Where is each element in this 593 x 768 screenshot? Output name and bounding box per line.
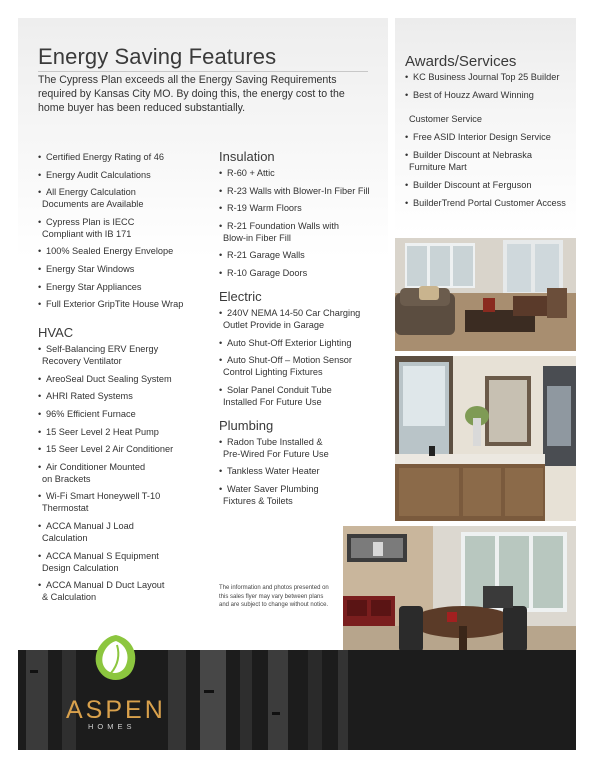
list-item-text: Self-Balancing ERV Energy (46, 344, 159, 355)
bullet-icon: • (38, 299, 42, 310)
bullet-icon: • (405, 72, 409, 82)
list-item (405, 197, 575, 209)
list-item (219, 354, 387, 378)
list-item (38, 426, 216, 438)
bullet-icon: • (38, 580, 42, 591)
list-item (38, 373, 216, 385)
bullet-icon: • (219, 355, 223, 366)
list-item-text: All Energy Calculation (46, 187, 136, 198)
list-item-text: Blow-in Fiber Fill (223, 232, 291, 243)
list-item (219, 202, 387, 214)
bullet-icon: • (219, 384, 223, 395)
bullet-icon: • (405, 198, 409, 208)
list-item-text: Pre-Wired For Future Use (223, 448, 329, 459)
bullet-icon: • (38, 550, 42, 561)
list-item-text: Free ASID Interior Design Service (413, 132, 551, 142)
list-item-text: Fixtures & Toilets (223, 495, 293, 506)
electric-heading: Electric (219, 288, 262, 304)
list-item-text: ACCA Manual D Duct Layout (46, 580, 165, 591)
list-item-text: Builder Discount at Nebraska (413, 150, 532, 160)
list-item (38, 520, 216, 544)
list-item (38, 281, 216, 293)
list-item (219, 465, 387, 477)
list-item (219, 337, 387, 349)
bullet-icon: • (219, 250, 223, 261)
list-item (38, 216, 216, 240)
list-item-text: Builder Discount at Ferguson (413, 180, 532, 190)
list-item-text: ACCA Manual J Load (46, 520, 134, 531)
dining-room-photo (343, 526, 576, 659)
list-item-text: Energy Star Appliances (46, 281, 142, 292)
list-item-text: Auto Shut-Off – Motion Sensor (227, 355, 352, 366)
list-item-text: Customer Service (409, 114, 483, 124)
list-item (219, 185, 387, 197)
list-item-text: Recovery Ventilator (42, 356, 122, 367)
bullet-icon: • (38, 263, 42, 274)
bullet-icon: • (219, 203, 223, 214)
list-item (219, 436, 387, 460)
list-item-text: ACCA Manual S Equipment (46, 550, 159, 561)
bullet-icon: • (219, 220, 223, 231)
bullet-icon: • (38, 187, 42, 198)
list-item-text: BuilderTrend Portal Customer Access (413, 198, 566, 208)
hvac-heading: HVAC (38, 325, 74, 341)
energy-features-list (38, 151, 216, 310)
list-item (219, 384, 387, 408)
awards-list (405, 71, 575, 209)
list-item (405, 179, 575, 191)
list-item-text: 96% Efficient Furnace (46, 408, 136, 419)
list-item (38, 169, 216, 181)
page-title: Energy Saving Features (38, 44, 277, 69)
list-item-text: Tankless Water Heater (227, 466, 320, 477)
bullet-icon: • (38, 152, 42, 162)
intro-paragraph: The Cypress Plan exceeds all the Energy Saving Requirements required by Kansas City MO. By doing this, the energy cost to the home buyer has been reduced substantially. (38, 74, 345, 114)
list-item-text: Installed For Future Use (223, 396, 322, 407)
list-item-text: Documents are Available (42, 199, 144, 210)
bullet-icon: • (219, 168, 223, 178)
bullet-icon: • (219, 185, 223, 196)
list-item (405, 89, 575, 125)
insulation-heading: Insulation (219, 149, 275, 164)
bullet-icon: • (405, 180, 409, 190)
bullet-icon: • (38, 444, 42, 455)
list-item (38, 390, 216, 402)
aspen-leaf-icon (93, 633, 139, 685)
bullet-icon: • (38, 426, 42, 437)
left-column (38, 151, 216, 609)
list-item-text (413, 101, 575, 113)
title-divider (38, 71, 368, 72)
list-item-text: Radon Tube Installed & (227, 436, 323, 447)
bullet-icon: • (405, 132, 409, 142)
list-item (405, 149, 575, 173)
living-room-photo (395, 238, 576, 351)
bathroom-vanity-photo (395, 356, 576, 521)
list-item-text: Air Conditioner Mounted (46, 461, 146, 472)
logo-subtitle: HOMES (88, 722, 136, 731)
list-item-text: Furniture Mart (409, 162, 467, 172)
list-item-text: Calculation (42, 532, 88, 543)
electric-list (219, 307, 387, 408)
bullet-icon: • (219, 307, 223, 318)
list-item-text: R-19 Warm Floors (227, 203, 302, 214)
list-item-text: & Calculation (42, 592, 97, 603)
list-item-text: Auto Shut-Off Exterior Lighting (227, 337, 352, 348)
bullet-icon: • (219, 466, 223, 477)
bullet-icon: • (219, 267, 223, 278)
bullet-icon: • (38, 491, 42, 502)
bullet-icon: • (219, 483, 223, 494)
bullet-icon: • (38, 408, 42, 419)
list-item-text: Compliant with IB 171 (42, 228, 132, 239)
list-item (219, 167, 387, 179)
list-item (38, 186, 216, 210)
list-item-text: on Brackets (42, 473, 91, 484)
bullet-icon: • (38, 391, 42, 402)
bullet-icon: • (38, 520, 42, 531)
plumbing-heading: Plumbing (219, 417, 274, 433)
list-item-text: Water Saver Plumbing (227, 483, 319, 494)
list-item-text: Outlet Provide in Garage (223, 319, 325, 330)
list-item (38, 490, 216, 514)
bullet-icon: • (219, 337, 223, 348)
logo-wordmark: ASPEN (66, 696, 166, 724)
list-item (405, 131, 575, 143)
list-item-text: R-21 Foundation Walls with (227, 220, 339, 231)
list-item-text: R-21 Garage Walls (227, 250, 305, 261)
insulation-list (219, 167, 387, 279)
list-item-text: AHRI Rated Systems (46, 391, 133, 402)
list-item-text: Best of Houzz Award Winning (413, 90, 534, 100)
list-item-text: KC Business Journal Top 25 Builder (413, 72, 560, 82)
list-item (219, 483, 387, 507)
bullet-icon: • (38, 373, 42, 384)
list-item-text: Energy Audit Calculations (46, 169, 151, 180)
list-item-text: 100% Sealed Energy Envelope (46, 246, 174, 257)
awards-heading: Awards/Services (405, 53, 517, 70)
list-item (38, 151, 216, 163)
list-item-text: AreoSeal Duct Sealing System (46, 373, 172, 384)
list-item (38, 408, 216, 420)
list-item (38, 443, 216, 455)
awards-column (405, 53, 575, 215)
list-item-text: Certified Energy Rating of 46 (46, 152, 164, 162)
list-item-text: 15 Seer Level 2 Heat Pump (46, 426, 159, 437)
list-item-text: Wi-Fi Smart Honeywell T-10 (46, 491, 161, 502)
list-item-text: Thermostat (42, 503, 89, 514)
list-item-text: Energy Star Windows (46, 263, 135, 274)
hvac-list (38, 343, 216, 603)
bullet-icon: • (219, 436, 223, 447)
list-item (38, 298, 216, 310)
list-item-text: 15 Seer Level 2 Air Conditioner (46, 444, 174, 455)
disclaimer-text: The information and photos presented on this sales flyer may vary between plans and are subject to change without notice. (219, 585, 329, 608)
bullet-icon: • (38, 246, 42, 257)
list-item (219, 267, 387, 279)
middle-column (219, 151, 387, 513)
list-item (405, 71, 575, 83)
list-item-text: 240V NEMA 14-50 Car Charging (227, 307, 361, 318)
list-item-text: Design Calculation (42, 562, 119, 573)
list-item-text: Full Exterior GripTite House Wrap (46, 299, 184, 310)
list-item-text: R-23 Walls with Blower-In Fiber Fill (227, 185, 370, 196)
bullet-icon: • (405, 150, 409, 160)
list-item-text: R-10 Garage Doors (227, 267, 308, 278)
plumbing-list (219, 436, 387, 507)
list-item (38, 263, 216, 275)
list-item-text: Control Lighting Fixtures (223, 367, 323, 378)
list-item (38, 550, 216, 574)
list-item-text: Solar Panel Conduit Tube (227, 384, 332, 395)
list-item-text: Cypress Plan is IECC (46, 216, 135, 227)
bullet-icon: • (38, 216, 42, 227)
bullet-icon: • (38, 169, 42, 180)
bullet-icon: • (405, 90, 409, 100)
bullet-icon: • (38, 281, 42, 292)
bullet-icon: • (38, 344, 42, 355)
list-item (219, 307, 387, 331)
list-item (38, 245, 216, 257)
list-item (219, 249, 387, 261)
list-item (38, 343, 216, 367)
list-item-text: R-60 + Attic (227, 168, 275, 178)
list-item (38, 579, 216, 603)
list-item (38, 461, 216, 485)
list-item (219, 220, 387, 244)
bullet-icon: • (38, 461, 42, 472)
